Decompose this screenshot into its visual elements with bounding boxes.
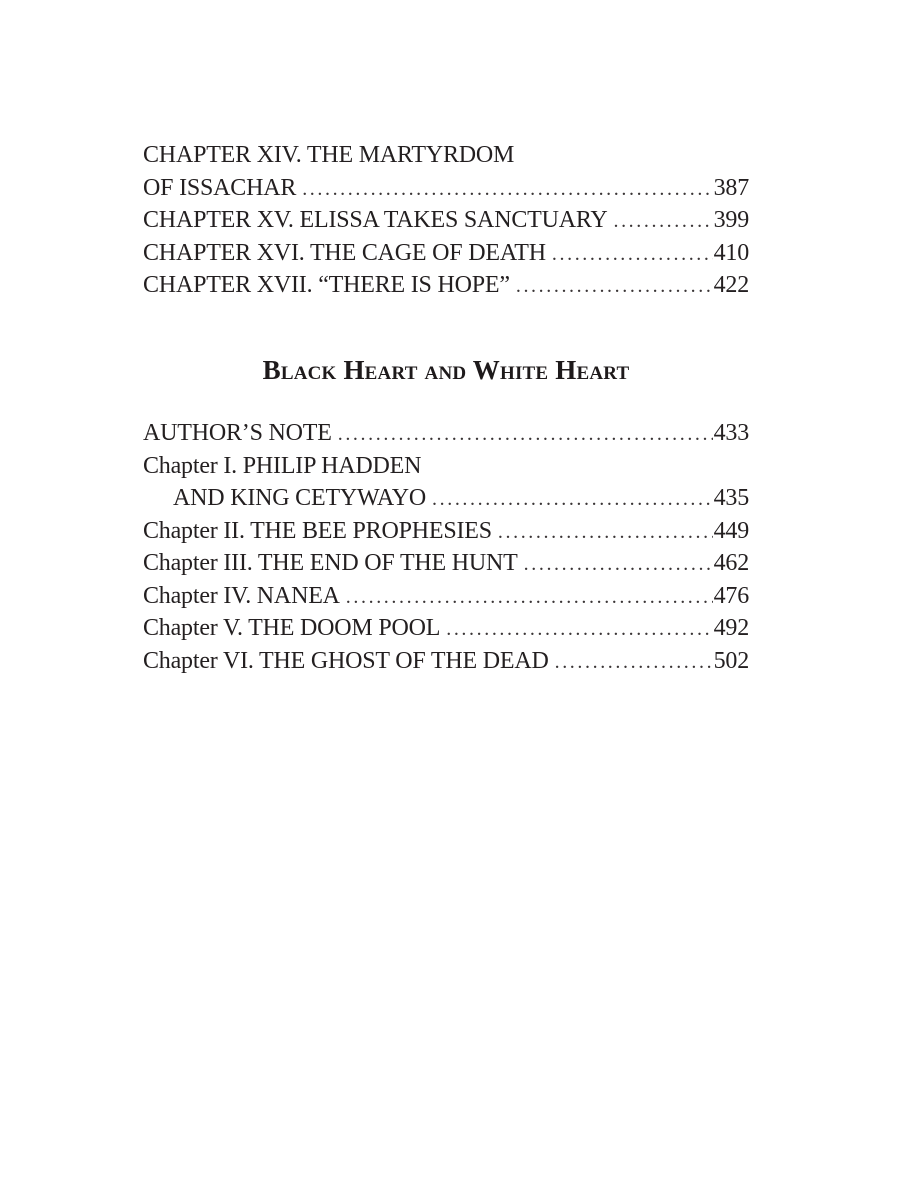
dot-leader (613, 205, 712, 238)
toc-entry-title-line (143, 450, 749, 483)
toc-page-number: 462 (713, 550, 749, 576)
toc-page-number: 476 (713, 582, 749, 609)
toc-entry-title: Chapter II. THE BEE PROPHESIES (143, 517, 492, 544)
toc-entry-title: Chapter V. THE DOOM POOL (143, 615, 441, 641)
toc-entry-title-continuation: OF ISSACHAR (143, 174, 297, 201)
toc-page-number: 449 (713, 517, 749, 544)
dot-leader (446, 613, 712, 646)
dot-leader (302, 173, 712, 206)
toc-entry-title-line (143, 139, 749, 172)
dot-leader (516, 270, 713, 303)
toc-entry[interactable] (143, 204, 749, 237)
toc-entry[interactable] (143, 172, 749, 205)
toc-entry[interactable] (143, 645, 749, 678)
toc-entry-title: Chapter IV. NANEA (143, 582, 340, 609)
toc-entry-title: CHAPTER XIV. THE MARTYRDOM (143, 142, 515, 168)
toc-entry-title: CHAPTER XVI. THE CAGE OF DEATH (143, 239, 546, 266)
toc-entry-title: Chapter VI. THE GHOST OF THE DEAD (143, 647, 549, 674)
toc-list-part-2 (143, 417, 749, 677)
toc-entry[interactable] (143, 269, 749, 302)
toc-page-number: 435 (713, 485, 749, 511)
toc-entry[interactable] (143, 515, 749, 548)
toc-entry[interactable] (143, 580, 749, 613)
toc-list-part-1 (143, 139, 749, 302)
dot-leader (552, 238, 713, 271)
dot-leader (432, 483, 713, 516)
toc-entry[interactable] (143, 612, 749, 645)
toc-entry-title: Chapter I. PHILIP HADDEN (143, 452, 422, 479)
toc-entry[interactable] (143, 417, 749, 450)
toc-page-number: 422 (713, 272, 749, 298)
dot-leader (524, 548, 713, 581)
toc-page-number: 433 (713, 420, 749, 446)
toc-entry-title: Chapter III. THE END OF THE HUNT (143, 550, 518, 576)
toc-entry-title-continuation: AND KING CETYWAYO (173, 485, 427, 511)
toc-page-number: 399 (713, 207, 749, 233)
dot-leader (555, 646, 713, 679)
dot-leader (338, 418, 713, 451)
toc-entry-title: AUTHOR’S NOTE (143, 420, 332, 446)
toc-page-number: 492 (713, 615, 749, 641)
toc-page-number: 410 (713, 239, 749, 266)
section-heading: Black Heart and White Heart (262, 355, 630, 385)
toc-entry-title: CHAPTER XVII. “THERE IS HOPE” (143, 272, 510, 298)
toc-entry[interactable] (143, 237, 749, 270)
dot-leader (498, 516, 713, 549)
dot-leader (346, 581, 713, 614)
toc-entry[interactable] (143, 547, 749, 580)
toc-entry-title: CHAPTER XV. ELISSA TAKES SANCTUARY (143, 207, 608, 233)
toc-entry[interactable] (143, 482, 749, 515)
toc-page-number: 387 (713, 174, 749, 201)
toc-page-number: 502 (713, 647, 749, 674)
